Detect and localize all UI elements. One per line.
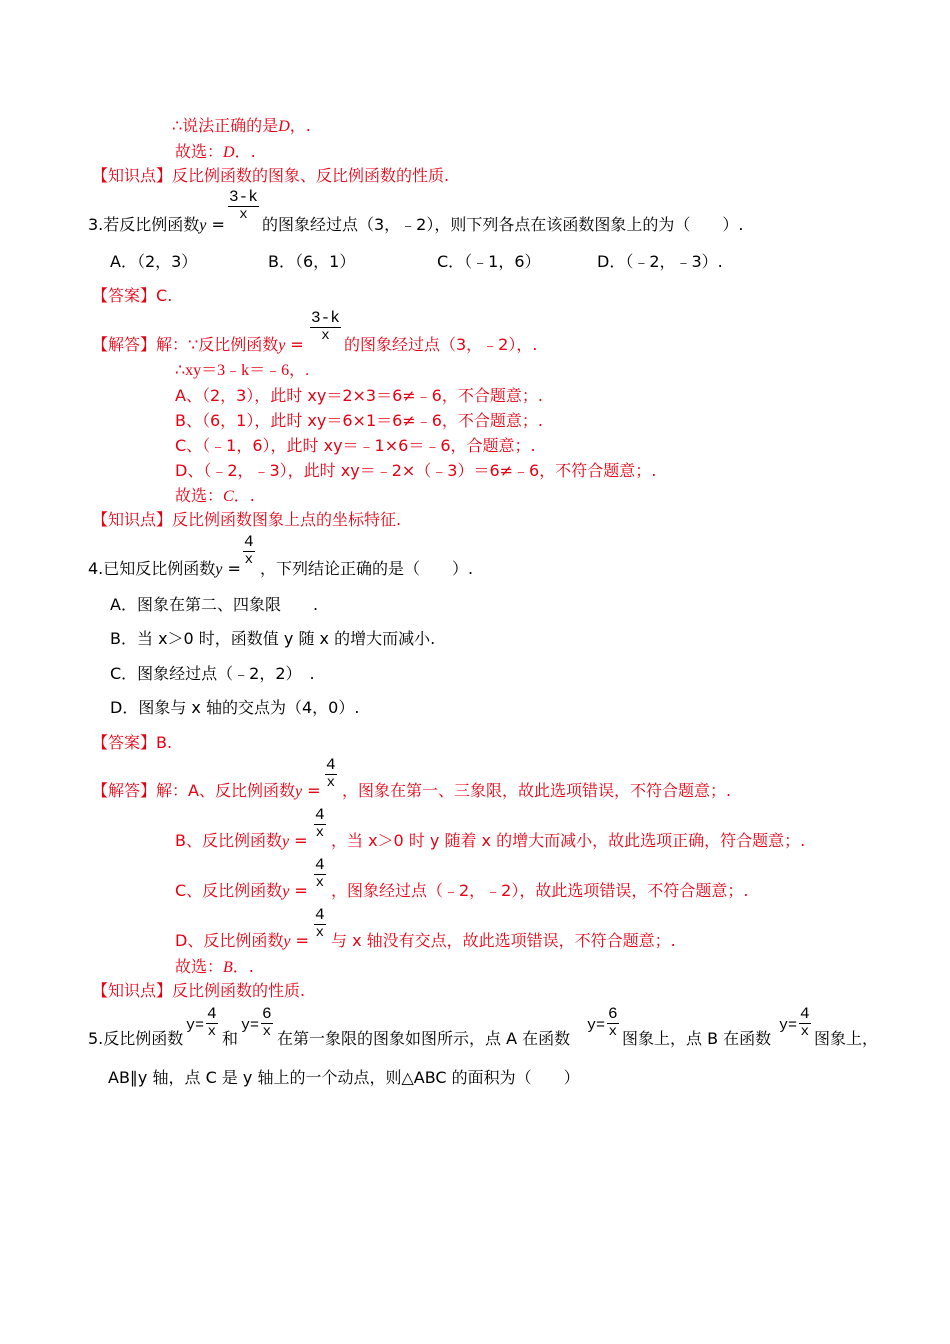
q3-stem-suffix: 的图象经过点（3，﹣2），则下列各点在该函数图象上的为（ ）. [262, 215, 744, 234]
q5-func3-ylabel: y= [587, 1017, 606, 1034]
q4-stem-suffix: ，下列结论正确的是（ ）. [260, 559, 474, 578]
q3-solution-line1-end: 的图象经过点（3，﹣2），. [344, 335, 538, 354]
prev-conclusion: ∴说法正确的是D，. [172, 116, 311, 135]
q5-stem-mid: 在第一象限的图象如图所示，点 A 在函数 [277, 1029, 571, 1048]
q3-option-b: B．（6，1） [268, 252, 356, 271]
q4-solution-a: 【解答】解：A、反比例函数y = [92, 781, 321, 800]
q5-func4-ylabel: y= [779, 1017, 798, 1034]
q4-answer: 【答案】B. [92, 733, 173, 752]
prev-choose: 故选：D．. [175, 142, 256, 161]
q5-stem-line2: AB∥y 轴，点 C 是 y 轴上的一个动点，则△ABC 的面积为（ ） [108, 1068, 580, 1087]
q4-solution-d-end: 与 x 轴没有交点，故此选项错误，不符合题意；. [331, 931, 676, 950]
q3-solution-line1: 【解答】解：∵反比例函数y = [92, 335, 304, 354]
q4-fraction: $\frac{4}{x}$ [244, 533, 254, 568]
q4-option-d: D．图象与 x 轴的交点为（4，0）. [110, 698, 360, 717]
q3-solution-d: D、（﹣2，﹣3），此时 xy＝﹣2×（﹣3）＝6≠﹣6，不符合题意；. [175, 461, 657, 480]
q4-solution-a-fraction: $\frac{4}{x}$ [326, 756, 336, 791]
q5-func3-fraction: $\frac{6}{x}$ [608, 1005, 618, 1040]
q4-solution-a-end: ，图象在第一、三象限，故此选项错误，不符合题意；. [342, 781, 732, 800]
q3-answer: 【答案】C. [92, 286, 173, 305]
q4-knowledge-point: 【知识点】反比例函数的性质. [92, 981, 306, 1000]
q4-solution-c-end: ，图象经过点（﹣2，﹣2），故此选项错误，不符合题意；. [331, 881, 749, 900]
q4-solution-b-fraction: $\frac{4}{x}$ [315, 806, 325, 841]
q5-func2-fraction: $\frac{6}{x}$ [262, 1005, 272, 1040]
q5-and: 和 [222, 1029, 239, 1048]
q3-solution-a: A、（2，3），此时 xy＝2×3＝6≠﹣6，不合题意；. [175, 386, 543, 405]
q5-stem-prefix: 5.反比例函数 [88, 1029, 184, 1048]
q3-option-a: A．（2，3） [110, 252, 198, 271]
q3-solution-fraction: $\frac{3-k}{x}$ [311, 309, 340, 344]
q3-solution-b: B、（6，1），此时 xy＝6×1＝6≠﹣6，不合题意；. [175, 411, 543, 430]
q3-option-d: D．（﹣2，﹣3）. [597, 252, 723, 271]
q4-option-a: A．图象在第二、四象限 . [110, 595, 319, 614]
q4-solution-b: B、反比例函数y = [175, 831, 308, 850]
q3-knowledge-point: 【知识点】反比例函数图象上点的坐标特征. [92, 510, 402, 529]
q3-solution-line2: ∴xy＝3﹣k＝﹣6，. [175, 362, 310, 379]
q5-stem-mid2: 图象上，点 B 在函数 [622, 1029, 772, 1048]
q4-choose: 故选：B．. [175, 957, 254, 976]
q4-stem: 4.已知反比例函数y = [88, 559, 241, 578]
q4-option-c: C．图象经过点（﹣2，2） . [110, 664, 315, 683]
q4-solution-d: D、反比例函数y = [175, 931, 309, 950]
q3-stem: 3.若反比例函数y = [88, 215, 225, 234]
q3-fraction: $\frac{3-k}{x}$ [229, 188, 258, 223]
q5-func1-fraction: $\frac{4}{x}$ [207, 1005, 217, 1040]
q5-func4-fraction: $\frac{4}{x}$ [800, 1005, 810, 1040]
q4-solution-b-end: ，当 x＞0 时 y 随着 x 的增大而减小，故此选项正确，符合题意；. [331, 831, 806, 850]
q3-choose: 故选：C．. [175, 486, 255, 505]
q3-solution-c: C、（﹣1，6），此时 xy＝﹣1×6＝﹣6，合题意；. [175, 436, 536, 455]
q5-stem-end: 图象上， [814, 1029, 879, 1048]
q4-solution-c-fraction: $\frac{4}{x}$ [315, 856, 325, 891]
q4-option-b: B．当 x＞0 时，函数值 y 随 x 的增大而减小. [110, 629, 436, 648]
q5-func1-ylabel: y= [186, 1017, 205, 1034]
q5-func2-ylabel: y= [241, 1017, 260, 1034]
q3-option-c: C．（﹣1，6） [437, 252, 541, 271]
q4-solution-c: C、反比例函数y = [175, 881, 308, 900]
prev-knowledge-point: 【知识点】反比例函数的图象、反比例函数的性质. [92, 166, 450, 185]
q4-solution-d-fraction: $\frac{4}{x}$ [315, 906, 325, 941]
